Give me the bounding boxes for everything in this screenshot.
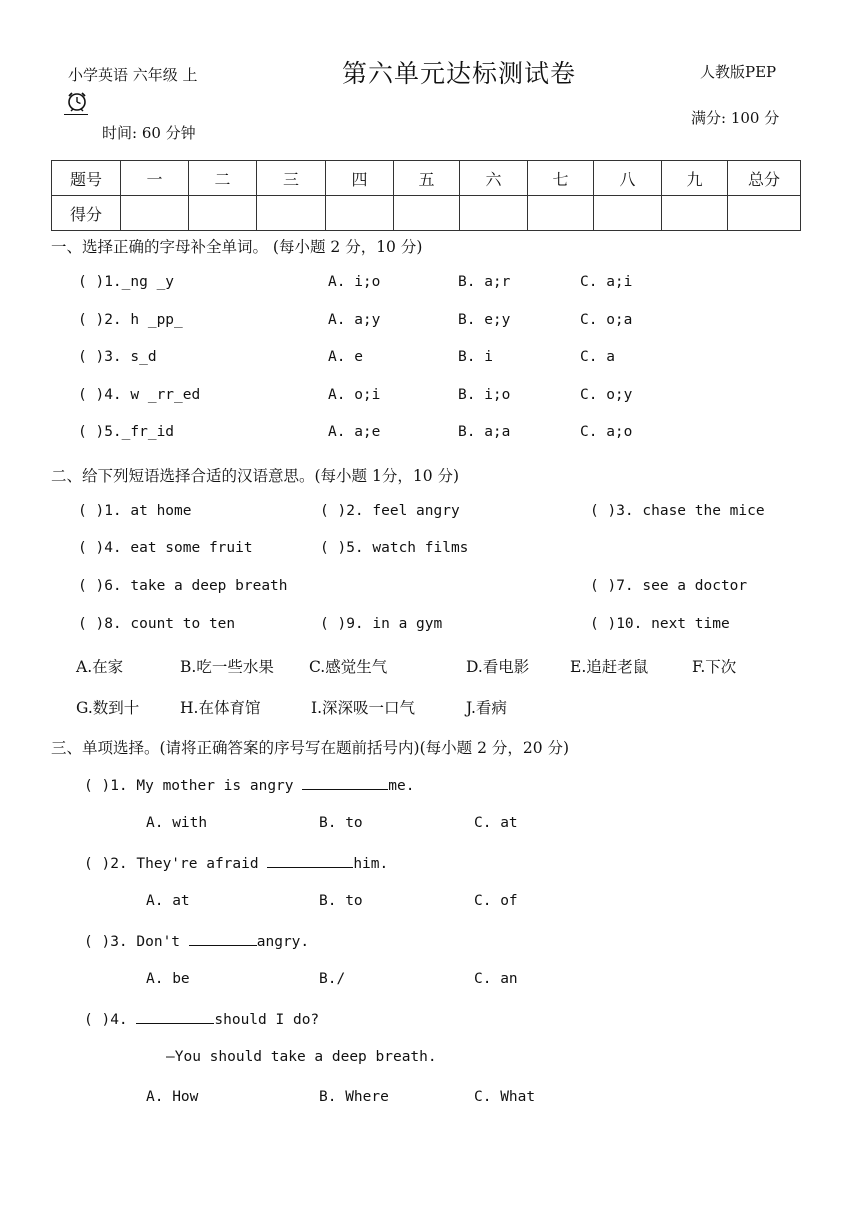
phrase-item: ( )4. eat some fruit bbox=[78, 540, 253, 556]
question-text: ( )3. Don't bbox=[84, 934, 189, 950]
option-a: A. with bbox=[146, 815, 208, 831]
phrase-item: ( )7. see a doctor bbox=[590, 578, 748, 594]
option-a: A. be bbox=[146, 971, 190, 987]
table-cell: 七 bbox=[528, 161, 594, 196]
table-cell: 得分 bbox=[52, 196, 121, 231]
question-item: ( )5._fr_id bbox=[78, 424, 175, 440]
option-c: C. a;o bbox=[580, 424, 633, 440]
question-item: ( )1._ng _y bbox=[78, 274, 175, 290]
option-b: B. to bbox=[319, 893, 363, 909]
question-item: ( )3. s_d bbox=[78, 349, 157, 365]
question-text: me. bbox=[388, 778, 415, 794]
score-cell[interactable] bbox=[189, 196, 257, 231]
section1-heading: 一、选择正确的字母补全单词。 (每小题 2 分，10 分) bbox=[51, 238, 423, 256]
table-cell: 九 bbox=[662, 161, 728, 196]
option-a: A. a;e bbox=[328, 424, 381, 440]
option-a: A. o;i bbox=[328, 387, 381, 403]
option-a: A. at bbox=[146, 893, 190, 909]
score-cell[interactable] bbox=[257, 196, 326, 231]
score-cell[interactable] bbox=[460, 196, 528, 231]
question-text: ( )2. They're afraid bbox=[84, 856, 268, 872]
question-item: ( )4. w _rr_ed bbox=[78, 387, 201, 403]
phrase-item: ( )10. next time bbox=[590, 616, 730, 632]
score-cell[interactable] bbox=[728, 196, 801, 231]
subject-label: 小学英语 六年级 上 bbox=[68, 66, 198, 84]
alarm-clock-icon bbox=[66, 90, 88, 112]
question-text: ( )1. My mother is angry bbox=[84, 778, 303, 794]
table-cell: 一 bbox=[121, 161, 189, 196]
score-cell[interactable] bbox=[594, 196, 662, 231]
answer-blank[interactable] bbox=[136, 1009, 214, 1024]
score-table bbox=[51, 160, 801, 231]
answer-blank[interactable] bbox=[267, 853, 353, 868]
option-c: C. a bbox=[580, 349, 615, 365]
phrase-item: ( )1. at home bbox=[78, 503, 192, 519]
score-cell[interactable] bbox=[662, 196, 728, 231]
option-c: C. an bbox=[474, 971, 518, 987]
table-cell: 八 bbox=[594, 161, 662, 196]
question-item bbox=[84, 931, 309, 950]
time-label: 时间: 60 分钟 bbox=[102, 124, 196, 142]
question-text: ( )4. bbox=[84, 1012, 137, 1028]
meaning-option: B.吃一些水果 bbox=[180, 658, 274, 676]
table-cell: 二 bbox=[189, 161, 257, 196]
option-b: B. i;o bbox=[458, 387, 511, 403]
option-c: C. o;y bbox=[580, 387, 633, 403]
full-score-label: 满分: 100 分 bbox=[691, 109, 780, 127]
option-b: B. i bbox=[458, 349, 493, 365]
table-cell: 题号 bbox=[52, 161, 121, 196]
answer-blank[interactable] bbox=[302, 775, 388, 790]
phrase-item: ( )8. count to ten bbox=[78, 616, 236, 632]
score-cell[interactable] bbox=[394, 196, 460, 231]
option-b: B. Where bbox=[319, 1089, 389, 1105]
clock-underline bbox=[64, 114, 88, 115]
edition-label: 人教版PEP bbox=[700, 63, 777, 81]
meaning-option: E.追赶老鼠 bbox=[570, 658, 649, 676]
meaning-option: A.在家 bbox=[76, 658, 124, 676]
phrase-item: ( )3. chase the mice bbox=[590, 503, 765, 519]
option-b: B. to bbox=[319, 815, 363, 831]
score-cell[interactable] bbox=[528, 196, 594, 231]
option-c: C. o;a bbox=[580, 312, 633, 328]
question-item bbox=[84, 1009, 319, 1028]
table-cell: 总分 bbox=[728, 161, 801, 196]
phrase-item: ( )2. feel angry bbox=[320, 503, 460, 519]
question-item bbox=[84, 853, 388, 872]
answer-blank[interactable] bbox=[189, 931, 257, 946]
table-cell: 六 bbox=[460, 161, 528, 196]
reply-text: —You should take a deep breath. bbox=[166, 1049, 437, 1065]
meaning-option: J.看病 bbox=[466, 699, 507, 717]
option-a: A. i;o bbox=[328, 274, 381, 290]
phrase-item: ( )5. watch films bbox=[320, 540, 469, 556]
option-b: B./ bbox=[319, 971, 346, 987]
meaning-option: G.数到十 bbox=[76, 699, 140, 717]
option-b: B. a;a bbox=[458, 424, 511, 440]
option-c: C. What bbox=[474, 1089, 536, 1105]
meaning-option: H.在体育馆 bbox=[180, 699, 261, 717]
option-c: C. a;i bbox=[580, 274, 633, 290]
question-text: should I do? bbox=[214, 1012, 320, 1028]
phrase-item: ( )6. take a deep breath bbox=[78, 578, 288, 594]
phrase-item: ( )9. in a gym bbox=[320, 616, 443, 632]
option-c: C. at bbox=[474, 815, 518, 831]
table-cell: 五 bbox=[394, 161, 460, 196]
question-item bbox=[84, 775, 414, 794]
score-cell[interactable] bbox=[121, 196, 189, 231]
score-cell[interactable] bbox=[326, 196, 394, 231]
meaning-option: C.感觉生气 bbox=[309, 658, 388, 676]
option-c: C. of bbox=[474, 893, 518, 909]
meaning-option: D.看电影 bbox=[466, 658, 530, 676]
score-table-score-row bbox=[52, 196, 801, 231]
option-b: B. e;y bbox=[458, 312, 511, 328]
option-a: A. e bbox=[328, 349, 363, 365]
table-cell: 四 bbox=[326, 161, 394, 196]
section3-heading: 三、单项选择。(请将正确答案的序号写在题前括号内)(每小题 2 分，20 分) bbox=[51, 739, 570, 757]
question-text: angry. bbox=[256, 934, 310, 950]
meaning-option: I.深深吸一口气 bbox=[311, 699, 416, 717]
table-cell: 三 bbox=[257, 161, 326, 196]
section2-heading: 二、给下列短语选择合适的汉语意思。(每小题 1分，10 分) bbox=[51, 467, 460, 485]
option-a: A. How bbox=[146, 1089, 199, 1105]
score-table-header-row bbox=[52, 161, 801, 196]
meaning-option: F.下次 bbox=[692, 658, 737, 676]
option-a: A. a;y bbox=[328, 312, 381, 328]
question-item: ( )2. h _pp_ bbox=[78, 312, 183, 328]
question-text: him. bbox=[353, 856, 389, 872]
page-title: 第六单元达标测试卷 bbox=[342, 59, 577, 88]
option-b: B. a;r bbox=[458, 274, 511, 290]
